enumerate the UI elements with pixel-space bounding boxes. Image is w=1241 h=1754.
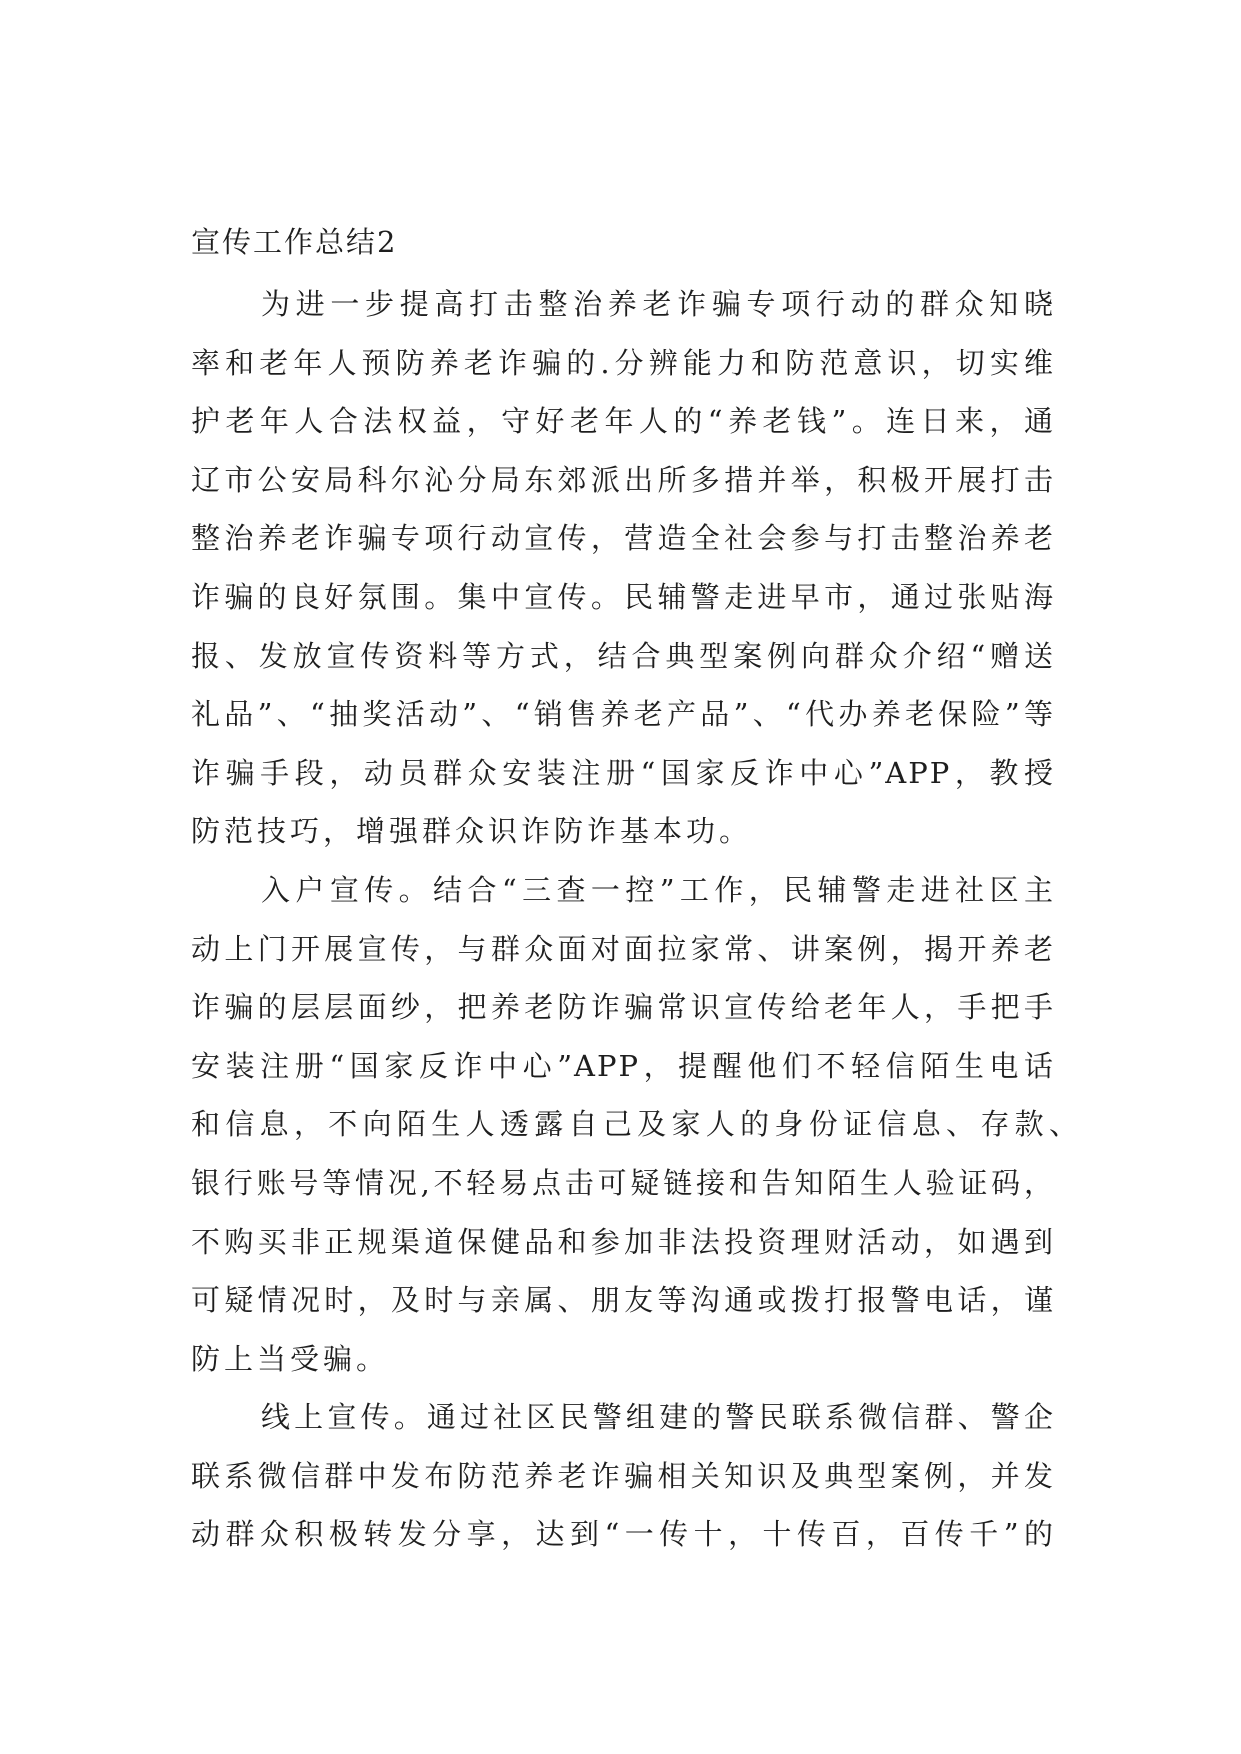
text-line: 为进一步提高打击整治养老诈骗专项行动的群众知晓	[261, 287, 1055, 321]
text-line: 辽市公安局科尔沁分局东郊派出所多措并举，积极开展打击	[191, 462, 1055, 497]
text-line: 联系微信群中发布防范养老诈骗相关知识及典型案例，并发	[191, 1458, 1055, 1493]
text-line: 银行账号等情况,不轻易点击可疑链接和告知陌生人验证码，	[191, 1165, 1055, 1200]
text-line: 诈骗的层层面纱，把养老防诈骗常识宣传给老年人，手把手	[191, 990, 1055, 1025]
text-line: 可疑情况时，及时与亲属、朋友等沟通或拨打报警电话，谨	[191, 1283, 1055, 1318]
document-body	[191, 275, 1080, 1564]
paragraph-1	[191, 275, 1055, 861]
text-line: 诈骗手段，动员群众安装注册“国家反诈中心”APP，教授	[191, 755, 1055, 790]
text-line: 报、发放宣传资料等方式，结合典型案例向群众介绍“赠送	[191, 638, 1055, 673]
text-line: 线上宣传。通过社区民警组建的警民联系微信群、警企	[261, 1400, 1055, 1435]
paragraph-2	[191, 861, 1080, 1388]
text-line: 入户宣传。结合“三查一控”工作，民辅警走进社区主	[261, 872, 1055, 907]
document-title: 宣传工作总结2	[191, 225, 398, 259]
text-line: 防上当受骗。	[191, 1341, 390, 1376]
text-line: 礼品”、“抽奖活动”、“销售养老产品”、“代办养老保险”等	[191, 697, 1055, 732]
text-line: 率和老年人预防养老诈骗的.分辨能力和防范意识，切实维	[191, 345, 1055, 380]
text-line: 不购买非正规渠道保健品和参加非法投资理财活动，如遇到	[191, 1224, 1055, 1259]
paragraph-3	[191, 1388, 1055, 1564]
text-line: 动群众积极转发分享，达到“一传十，十传百，百传千”的	[191, 1517, 1055, 1552]
text-line: 和信息，不向陌生人透露自己及家人的身份证信息、存款、	[191, 1107, 1080, 1142]
text-line: 整治养老诈骗专项行动宣传，营造全社会参与打击整治养老	[191, 521, 1055, 556]
text-line: 诈骗的良好氛围。集中宣传。民辅警走进早市，通过张贴海	[191, 579, 1055, 614]
text-line: 安装注册“国家反诈中心”APP，提醒他们不轻信陌生电话	[191, 1048, 1055, 1083]
text-line: 动上门开展宣传，与群众面对面拉家常、讲案例，揭开养老	[191, 931, 1055, 966]
text-line: 防范技巧，增强群众识诈防诈基本功。	[191, 814, 753, 849]
text-line: 护老年人合法权益，守好老年人的“养老钱”。连日来，通	[191, 404, 1055, 439]
